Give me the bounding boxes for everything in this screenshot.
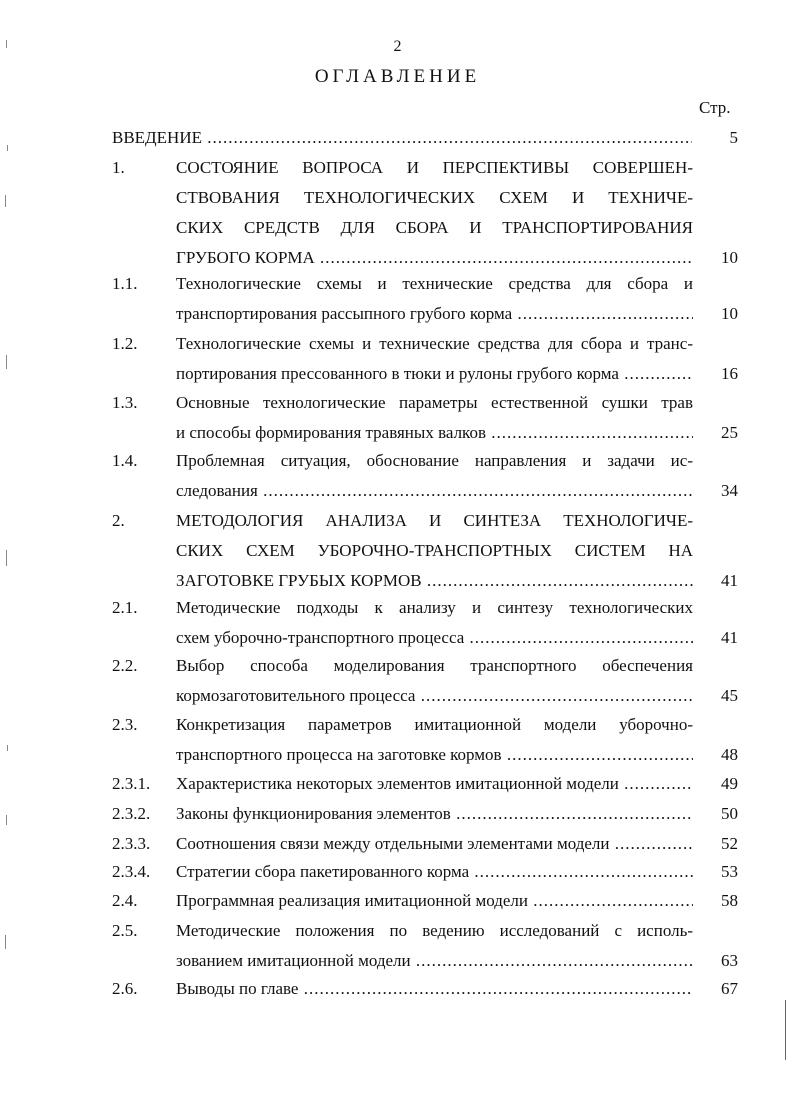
toc-entry-number: 2.6.: [112, 979, 138, 998]
toc-entry-line: транспортного процесса на заготовке кормов .....: [176, 740, 693, 770]
page-number: 2: [393, 38, 402, 55]
toc-entry-line: следования .....: [176, 476, 693, 506]
toc-entry-line: СКИХ СРЕДСТВ ДЛЯ СБОРА И ТРАНСПОРТИРОВАНИЯ: [176, 218, 693, 237]
toc-entry-number: 1.2.: [112, 334, 138, 353]
toc-entry-page: 41: [721, 571, 738, 590]
toc-entry-line: ВВЕДЕНИЕ .....: [112, 123, 692, 153]
toc-entry-page: 45: [721, 686, 738, 705]
scan-mark: [7, 745, 8, 751]
scan-mark: [6, 355, 7, 369]
toc-entry-line: схем уборочно-транспортного процесса .....: [176, 623, 693, 653]
toc-entry-page: 10: [721, 304, 738, 323]
toc-entry-number: 2.1.: [112, 598, 138, 617]
toc-entry-page: 16: [721, 364, 738, 383]
toc-entry-number: 2.3.2.: [112, 804, 151, 823]
scan-mark: [5, 935, 6, 949]
toc-entry-page: 34: [721, 481, 738, 500]
toc-entry-number: 2.4.: [112, 891, 138, 910]
toc-entry-line: СТВОВАНИЯ ТЕХНОЛОГИЧЕСКИХ СХЕМ И ТЕХНИЧЕ-: [176, 188, 693, 207]
toc-entry-page: 48: [721, 745, 738, 764]
toc-entry-line: Характеристика некоторых элементов имитационной модели .....: [176, 769, 693, 799]
toc-entry-line: ЗАГОТОВКЕ ГРУБЫХ КОРМОВ .....: [176, 566, 693, 596]
toc-entry-page: 63: [721, 951, 738, 970]
toc-entry-page: 58: [721, 891, 738, 910]
toc-entry-line: Программная реализация имитационной модели .....: [176, 886, 693, 916]
scan-mark: [5, 195, 6, 207]
toc-entry-number: 1.3.: [112, 393, 138, 412]
scan-mark: [785, 1000, 786, 1060]
toc-entry-line: зованием имитационной модели .....: [176, 946, 693, 976]
page-column-header: Стр.: [699, 98, 731, 117]
toc-entry-line: портирования прессованного в тюки и рулоны грубого корма .....: [176, 359, 693, 389]
toc-entry-line: кормозаготовительного процесса .....: [176, 681, 693, 711]
toc-entry-line: Методические положения по ведению исследований с исполь-: [176, 921, 693, 940]
toc-entry-number: 2.3.1.: [112, 774, 151, 793]
scan-mark: [6, 550, 7, 566]
toc-entry-line: Технологические схемы и технические средства для сбора и транс-: [176, 334, 693, 353]
toc-entry-number: 2.3.4.: [112, 862, 151, 881]
scan-mark: [7, 145, 8, 151]
toc-title: ОГЛАВЛЕНИЕ: [314, 66, 481, 87]
scan-mark: [6, 40, 7, 48]
toc-entry-line: Стратегии сбора пакетированного корма .....: [176, 857, 693, 887]
toc-entry-number: 2.5.: [112, 921, 138, 940]
toc-entry-line: Соотношения связи между отдельными элементами модели .....: [176, 829, 693, 859]
toc-entry-line: МЕТОДОЛОГИЯ АНАЛИЗА И СИНТЕЗА ТЕХНОЛОГИЧЕ-: [176, 511, 693, 530]
toc-entry-line: Законы функционирования элементов .....: [176, 799, 693, 829]
toc-entry-line: Основные технологические параметры естественной сушки трав: [176, 393, 693, 412]
toc-entry-line: СКИХ СХЕМ УБОРОЧНО-ТРАНСПОРТНЫХ СИСТЕМ НА: [176, 541, 693, 560]
toc-entry-number: 2.2.: [112, 656, 138, 675]
toc-entry-page: 67: [721, 979, 738, 998]
toc-entry-number: 2.: [112, 511, 125, 530]
toc-entry-number: 2.3.3.: [112, 834, 151, 853]
toc-entry-line: Методические подходы к анализу и синтезу технологических: [176, 598, 693, 617]
toc-entry-page: 25: [721, 423, 738, 442]
toc-entry-line: Выводы по главе .....: [176, 974, 693, 1004]
toc-entry-page: 49: [721, 774, 738, 793]
toc-entry-line: ГРУБОГО КОРМА .....: [176, 243, 693, 273]
toc-entry-page: 5: [729, 128, 738, 147]
toc-entry-page: 10: [721, 248, 738, 267]
scan-mark: [6, 815, 7, 825]
toc-entry-page: 53: [721, 862, 738, 881]
toc-entry-line: Проблемная ситуация, обоснование направления и задачи ис-: [176, 451, 693, 470]
toc-entry-line: и способы формирования травяных валков .....: [176, 418, 693, 448]
toc-entry-number: 2.3.: [112, 715, 138, 734]
toc-entry-line: транспортирования рассыпного грубого корма .....: [176, 299, 693, 329]
toc-entry-number: 1.4.: [112, 451, 138, 470]
toc-entry-line: Технологические схемы и технические средства для сбора и: [176, 274, 693, 293]
toc-entry-line: Конкретизация параметров имитационной модели уборочно-: [176, 715, 693, 734]
toc-entry-page: 52: [721, 834, 738, 853]
toc-entry-line: СОСТОЯНИЕ ВОПРОСА И ПЕРСПЕКТИВЫ СОВЕРШЕН-: [176, 158, 693, 177]
toc-entry-number: 1.1.: [112, 274, 138, 293]
toc-entry-page: 41: [721, 628, 738, 647]
toc-entry-number: 1.: [112, 158, 125, 177]
toc-entry-line: Выбор способа моделирования транспортного обеспечения: [176, 656, 693, 675]
toc-entry-page: 50: [721, 804, 738, 823]
